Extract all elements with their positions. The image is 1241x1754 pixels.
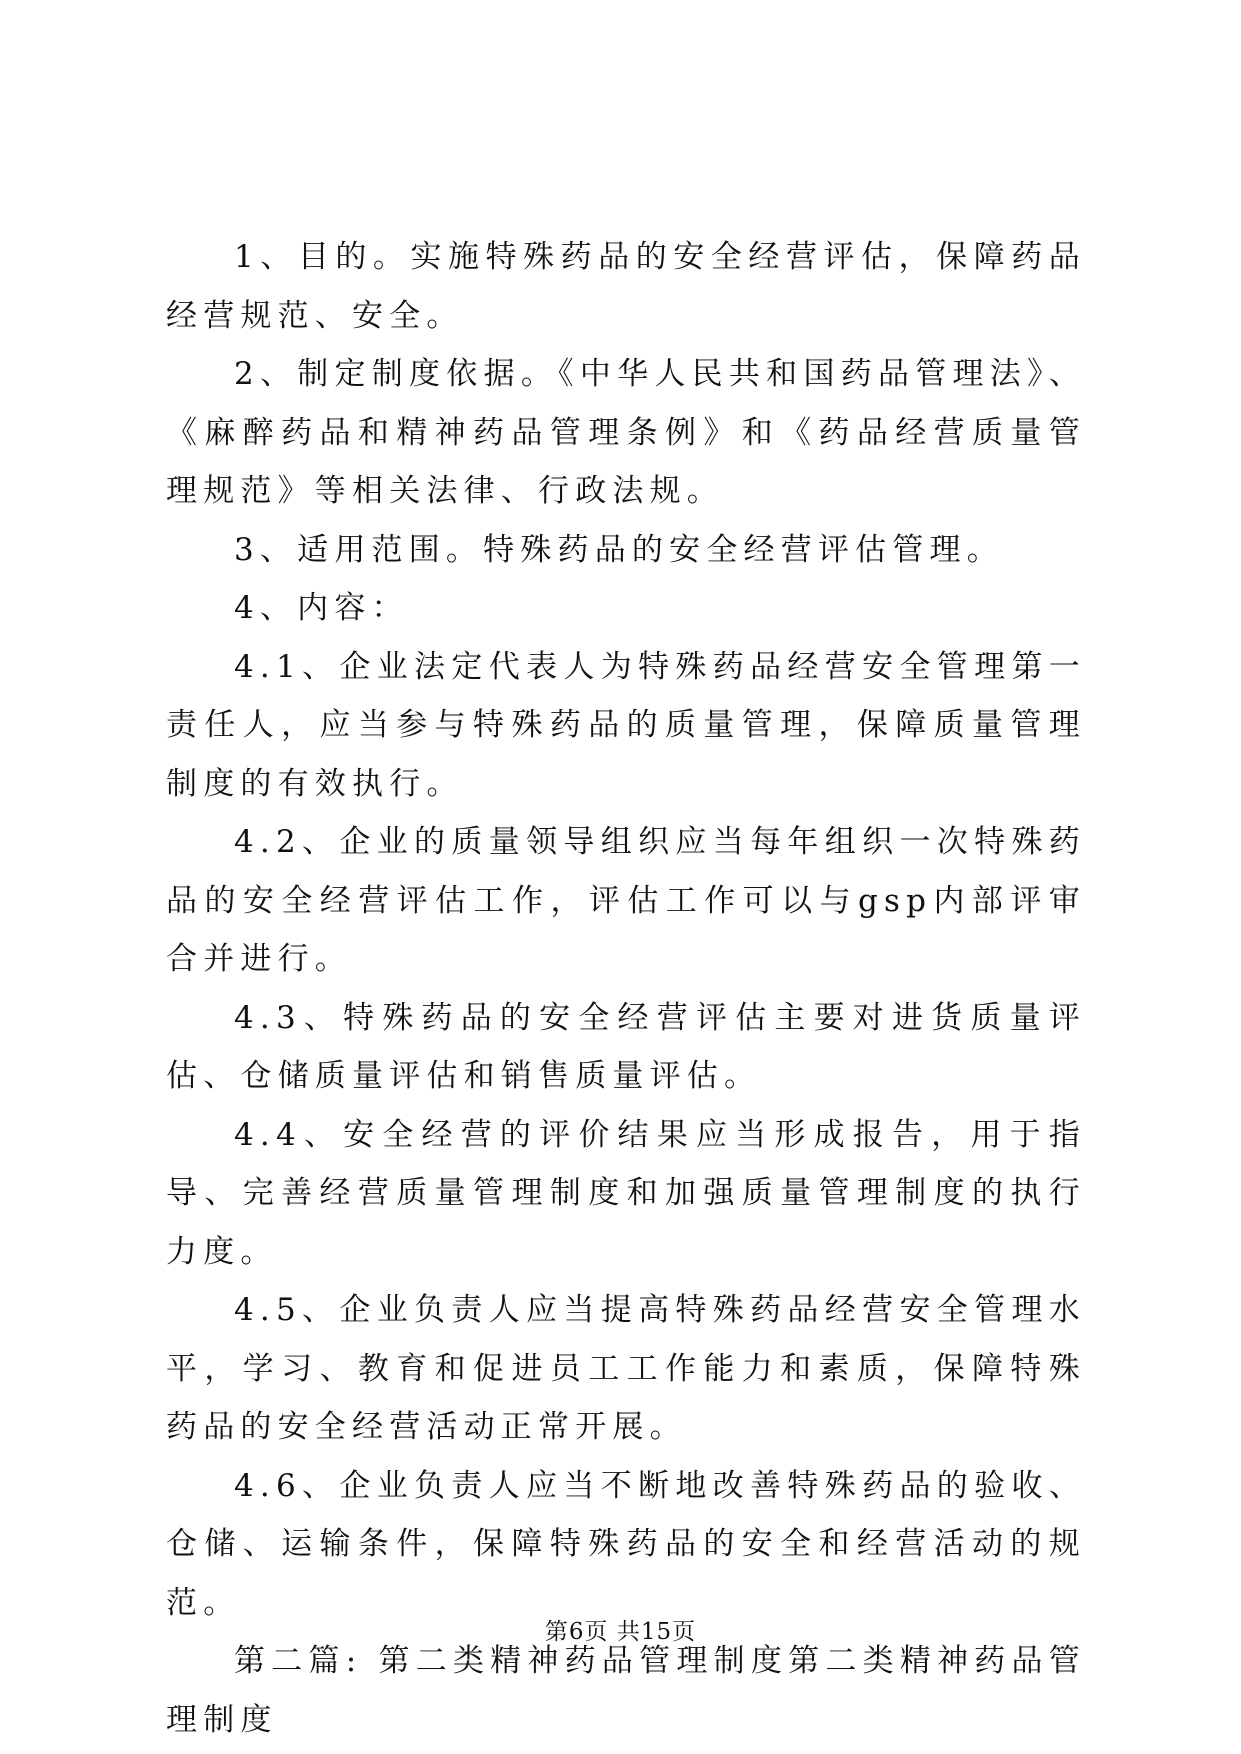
paragraph-purpose: 1、目的。实施特殊药品的安全经营评估，保障药品经营规范、安全。	[166, 239, 1086, 334]
paragraph-4-1: 4.1、企业法定代表人为特殊药品经营安全管理第一责任人，应当参与特殊药品的质量管理，保障质量管理制度的有效执行。	[166, 648, 1086, 802]
paragraph-basis: 2、制定制度依据。《中华人民共和国药品管理法》、《麻醉药品和精神药品管理条例》和《药品经营质量管理规范》等相关法律、行政法规。	[166, 356, 1086, 509]
paragraph-4-2: 4.2、企业的质量领导组织应当每年组织一次特殊药品的安全经营评估工作，评估工作可以与gsp内部评审合并进行。	[166, 824, 1086, 977]
paragraph-chapter-two-title: 第二篇: 第二类精神药品管理制度第二类精神药品管理制度	[166, 1643, 1086, 1738]
paragraph-4-6: 4.6、企业负责人应当不断地改善特殊药品的验收、仓储、运输条件，保障特殊药品的安全和经营活动的规范。	[166, 1467, 1086, 1621]
paragraph-4-5: 4.5、企业负责人应当提高特殊药品经营安全管理水平，学习、教育和促进员工工作能力和素质，保障特殊药品的安全经营活动正常开展。	[166, 1292, 1086, 1445]
page-number-footer: 第6页 共15页	[544, 1619, 697, 1645]
document-body	[166, 228, 1086, 1749]
paragraph-4-3: 4.3、特殊药品的安全经营评估主要对进货质量评估、仓储质量评估和销售质量评估。	[166, 999, 1086, 1094]
paragraph-4-4: 4.4、安全经营的评价结果应当形成报告，用于指导、完善经营质量管理制度和加强质量管理制度的执行力度。	[166, 1116, 1086, 1270]
paragraph-scope: 3、适用范围。特殊药品的安全经营评估管理。	[234, 531, 1004, 568]
paragraph-content-heading: 4、内容：	[234, 590, 409, 626]
